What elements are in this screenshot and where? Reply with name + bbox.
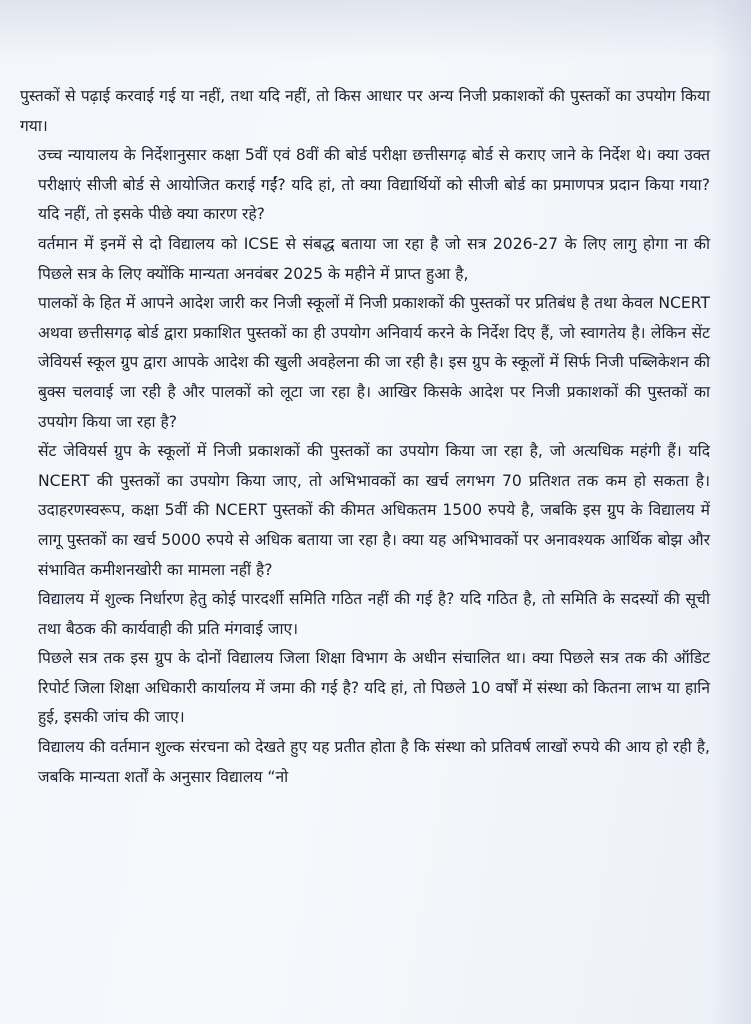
paragraph-icse-affiliation: वर्तमान में इनमें से दो विद्यालय को ICSE से संबद्ध बताया जा रहा है जो सत्र 2026-27 के लिए लागु होगा ना की पिछले सत्र के लिए क्योंकि मान्यता अनवंबर 2025 के महीने में प्राप्त हुआ है, (38, 234, 710, 283)
paragraph-fee-committee: विद्यालय में शुल्क निर्धारण हेतु कोई पारदर्शी समिति गठित नहीं की गई है? यदि गठित है, तो समिति के सदस्यों की सूची तथा बैठक की कार्यवाही की प्रति मंगवाई जाए। (38, 590, 710, 638)
paragraph-audit-report: पिछले सत्र तक इस ग्रुप के दोनों विद्यालय जिला शिक्षा विभाग के अधीन संचालित था। क्या पिछले सत्र तक की ऑडिट रिपोर्ट जिला शिक्षा अधिकारी कार्यालय में जमा की गई है? यदि हां, तो पिछले 10 वर्षों में संस्था को कितना लाभ या हानि हुई, इसकी जांच की जाए। (38, 649, 710, 727)
paragraph-fee-structure: विद्यालय की वर्तमान शुल्क संरचना को देखते हुए यह प्रतीत होता है कि संस्था को प्रतिवर्ष लाखों रुपये की आय हो रही है, जबकि मान्यता शर्तों के अनुसार विद्यालय “नो (38, 738, 710, 786)
document-body (20, 82, 710, 792)
paragraph-private-publishers-ban: पालकों के हित में आपने आदेश जारी कर निजी स्कूलों में निजी प्रकाशकों की पुस्तकों पर प्रतिबंध है तथा केवल NCERT अथवा छत्तीसगढ़ बोर्ड द्वारा प्रकाशित पुस्तकों का ही उपयोग अनिवार्य करने के निर्देश दिए हैं, जो स्वागतेय है। लेकिन सेंट जेवियर्स स्कूल ग्रुप द्वारा आपके आदेश की खुली अवहेलना की जा रही है। इस ग्रुप के स्कूलों में सिर्फ निजी पब्लिकेशन की बुक्स चलवाई जा रही है और पालकों को लूटा जा रहा है। आखिर किसके आदेश पर निजी प्रकाशकों की पुस्तकों का उपयोग किया जा रहा है? (38, 294, 710, 431)
paragraph-book-cost: सेंट जेवियर्स ग्रुप के स्कूलों में निजी प्रकाशकों की पुस्तकों का उपयोग किया जा रहा है, जो अत्यधिक महंगी हैं। यदि NCERT की पुस्तकों का उपयोग किया जाए, तो अभिभावकों का खर्च लगभग 70 प्रतिशत तक कम हो सकता है। उदाहरणस्वरूप, कक्षा 5वीं की NCERT पुस्तकों की कीमत अधिकतम 1500 रुपये है, जबकि इस ग्रुप के विद्यालय में लागू पुस्तकों का खर्च 5000 रुपये से अधिक बताया जा रहा है। क्या यह अभिभावकों पर अनावश्यक आर्थिक बोझ और संभावित कमीशनखोरी का मामला नहीं है? (38, 442, 710, 579)
paragraph-books-usage: पुस्तकों से पढ़ाई करवाई गई या नहीं, तथा यदि नहीं, तो किस आधार पर अन्य निजी प्रकाशकों की पुस्तकों का उपयोग किया गया। (20, 87, 710, 135)
paragraph-board-exam: उच्च न्यायालय के निर्देशानुसार कक्षा 5वीं एवं 8वीं की बोर्ड परीक्षा छत्तीसगढ़ बोर्ड से कराए जाने के निर्देश थे। क्या उक्त परीक्षाएं सीजी बोर्ड से आयोजित कराई गईं? यदि हां, तो क्या विद्यार्थियों को सीजी बोर्ड का प्रमाणपत्र प्रदान किया गया? यदि नहीं, तो इसके पीछे क्या कारण रहे? (38, 146, 710, 224)
